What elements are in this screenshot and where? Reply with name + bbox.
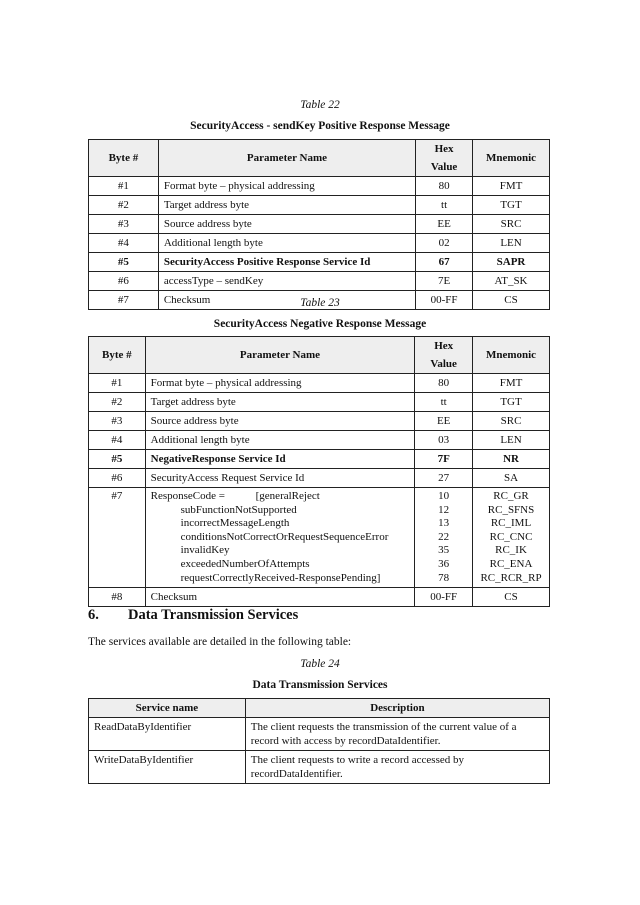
byte-cell: #7 bbox=[89, 488, 146, 588]
mnemonic-cell: LEN bbox=[473, 234, 550, 253]
table-row bbox=[89, 272, 550, 291]
response-code-name: subFunctionNotSupported bbox=[180, 503, 297, 516]
table-row bbox=[89, 234, 550, 253]
table-header-row bbox=[89, 699, 550, 718]
parameter-cell: accessType – sendKey bbox=[158, 272, 415, 291]
hex-cell: tt bbox=[416, 196, 473, 215]
table-row bbox=[89, 588, 550, 607]
hex-value: 13 bbox=[438, 517, 450, 530]
response-code-row bbox=[89, 488, 550, 588]
hex-cell: 67 bbox=[416, 253, 473, 272]
hex-cell: 7E bbox=[416, 272, 473, 291]
table-header-row bbox=[89, 140, 550, 177]
byte-cell: #4 bbox=[89, 431, 146, 450]
header-byte: Byte # bbox=[89, 337, 146, 374]
response-code-name: incorrectMessageLength bbox=[180, 517, 290, 530]
hex-cell: 03 bbox=[415, 431, 473, 450]
mnemonic-cell: TGT bbox=[473, 393, 550, 412]
mnemonic-value: RC_IML bbox=[490, 517, 532, 530]
table-23-caption: Table 23 bbox=[300, 297, 340, 309]
response-code-name: requestCorrectlyReceived-ResponsePending] bbox=[180, 571, 381, 584]
hex-cell: EE bbox=[416, 215, 473, 234]
parameter-cell: Target address byte bbox=[158, 196, 415, 215]
mnemonic-cell: SAPR bbox=[473, 253, 550, 272]
hex-value: 10 bbox=[438, 490, 450, 502]
header-parameter-name: Parameter Name bbox=[145, 337, 415, 374]
section-intro: The services available are detailed in the following table: bbox=[88, 636, 352, 648]
table-row bbox=[89, 450, 550, 469]
byte-cell: #8 bbox=[89, 588, 146, 607]
byte-cell: #5 bbox=[89, 253, 159, 272]
parameter-cell: Source address byte bbox=[158, 215, 415, 234]
header-byte: Byte # bbox=[89, 140, 159, 177]
hex-cell: 02 bbox=[416, 234, 473, 253]
byte-cell: #7 bbox=[89, 291, 159, 310]
mnemonic-cell: CS bbox=[473, 588, 550, 607]
mnemonic-cell: LEN bbox=[473, 431, 550, 450]
table-row bbox=[89, 469, 550, 488]
hex-cell: 80 bbox=[416, 177, 473, 196]
byte-cell: #2 bbox=[89, 393, 146, 412]
mnemonic-cell: SA bbox=[473, 469, 550, 488]
header-mnemonic: Mnemonic bbox=[473, 140, 550, 177]
parameter-cell: SecurityAccess Request Service Id bbox=[145, 469, 415, 488]
response-code-name: [generalReject bbox=[255, 490, 320, 502]
byte-cell: #2 bbox=[89, 196, 159, 215]
table-row bbox=[89, 253, 550, 272]
header-hex-value: Hex Value bbox=[416, 140, 473, 177]
parameter-cell: Additional length byte bbox=[145, 431, 415, 450]
parameter-cell: Checksum bbox=[145, 588, 415, 607]
response-code-line bbox=[151, 490, 410, 504]
table-24-title: Data Transmission Services bbox=[252, 679, 388, 691]
mnemonic-value: RC_IK bbox=[495, 544, 527, 557]
mnemonic-cell: CS bbox=[473, 291, 550, 310]
table-23-title: SecurityAccess Negative Response Message bbox=[213, 318, 427, 330]
table-row bbox=[89, 215, 550, 234]
table-22 bbox=[88, 139, 550, 310]
table-row bbox=[89, 374, 550, 393]
mnemonic-cell: NR bbox=[473, 450, 550, 469]
hex-cell: 7F bbox=[415, 450, 473, 469]
header-description: Description bbox=[245, 699, 549, 718]
byte-cell: #1 bbox=[89, 374, 146, 393]
table-row bbox=[89, 393, 550, 412]
table-22-caption: Table 22 bbox=[300, 99, 340, 111]
description-cell: The client requests to write a record accessed by recordDataIdentifier. bbox=[245, 751, 549, 784]
header-service-name: Service name bbox=[89, 699, 246, 718]
parameter-cell: Additional length byte bbox=[158, 234, 415, 253]
hex-value: 22 bbox=[438, 530, 450, 543]
parameter-cell: Format byte – physical addressing bbox=[158, 177, 415, 196]
byte-cell: #1 bbox=[89, 177, 159, 196]
table-23 bbox=[88, 336, 550, 607]
section-number: 6. bbox=[88, 607, 99, 623]
hex-cell: 80 bbox=[415, 374, 473, 393]
table-header-row bbox=[89, 337, 550, 374]
table-24 bbox=[88, 698, 550, 784]
hex-value: 78 bbox=[438, 571, 450, 584]
mnemonic-value: RC_CNC bbox=[489, 530, 533, 543]
table-row bbox=[89, 177, 550, 196]
hex-value: 12 bbox=[438, 503, 450, 516]
service-name-cell: ReadDataByIdentifier bbox=[89, 718, 246, 751]
parameter-cell: NegativeResponse Service Id bbox=[145, 450, 415, 469]
mnemonic-cell: FMT bbox=[473, 374, 550, 393]
table-24-caption: Table 24 bbox=[300, 658, 340, 670]
byte-cell: #6 bbox=[89, 469, 146, 488]
byte-cell: #5 bbox=[89, 450, 146, 469]
hex-value: 35 bbox=[438, 544, 450, 557]
parameter-cell: Source address byte bbox=[145, 412, 415, 431]
byte-cell: #6 bbox=[89, 272, 159, 291]
byte-cell: #3 bbox=[89, 412, 146, 431]
hex-cell: 00-FF bbox=[415, 588, 473, 607]
table-22-title: SecurityAccess - sendKey Positive Response Message bbox=[190, 120, 450, 132]
response-code-label: ResponseCode = bbox=[150, 490, 225, 502]
header-hex-value: Hex Value bbox=[415, 337, 473, 374]
response-code-name: conditionsNotCorrectOrRequestSequenceError bbox=[180, 530, 389, 543]
mnemonic-cell: SRC bbox=[473, 215, 550, 234]
mnemonic-cell: SRC bbox=[473, 412, 550, 431]
response-code-mnemonics bbox=[473, 488, 550, 588]
response-code-parameters bbox=[145, 488, 415, 588]
hex-cell: 27 bbox=[415, 469, 473, 488]
section-heading bbox=[88, 607, 298, 624]
response-code-name: exceededNumberOfAttempts bbox=[180, 557, 310, 570]
mnemonic-value: RC_SFNS bbox=[487, 503, 535, 516]
hex-cell: EE bbox=[415, 412, 473, 431]
mnemonic-value: RC_GR bbox=[493, 490, 529, 502]
mnemonic-cell: TGT bbox=[473, 196, 550, 215]
hex-value: 36 bbox=[438, 557, 450, 570]
byte-cell: #3 bbox=[89, 215, 159, 234]
hex-cell: 00-FF bbox=[416, 291, 473, 310]
mnemonic-value: RC_RCR_RP bbox=[480, 571, 542, 584]
mnemonic-value: RC_ENA bbox=[489, 557, 533, 570]
table-row bbox=[89, 431, 550, 450]
parameter-cell: Format byte – physical addressing bbox=[145, 374, 415, 393]
header-parameter-name: Parameter Name bbox=[158, 140, 415, 177]
parameter-cell: Target address byte bbox=[145, 393, 415, 412]
header-mnemonic: Mnemonic bbox=[473, 337, 550, 374]
parameter-cell: SecurityAccess Positive Response Service Id bbox=[158, 253, 415, 272]
response-code-name: invalidKey bbox=[180, 544, 230, 557]
mnemonic-cell: AT_SK bbox=[473, 272, 550, 291]
hex-cell: tt bbox=[415, 393, 473, 412]
mnemonic-cell: FMT bbox=[473, 177, 550, 196]
table-row bbox=[89, 718, 550, 751]
table-row bbox=[89, 751, 550, 784]
table-row bbox=[89, 196, 550, 215]
table-row bbox=[89, 412, 550, 431]
section-title: Data Transmission Services bbox=[128, 607, 299, 623]
byte-cell: #4 bbox=[89, 234, 159, 253]
parameter-cell: Checksum bbox=[158, 291, 415, 310]
service-name-cell: WriteDataByIdentifier bbox=[89, 751, 246, 784]
description-cell: The client requests the transmission of the current value of a record with access by recordDataIdentifier. bbox=[245, 718, 549, 751]
response-code-hex-values bbox=[415, 488, 473, 588]
